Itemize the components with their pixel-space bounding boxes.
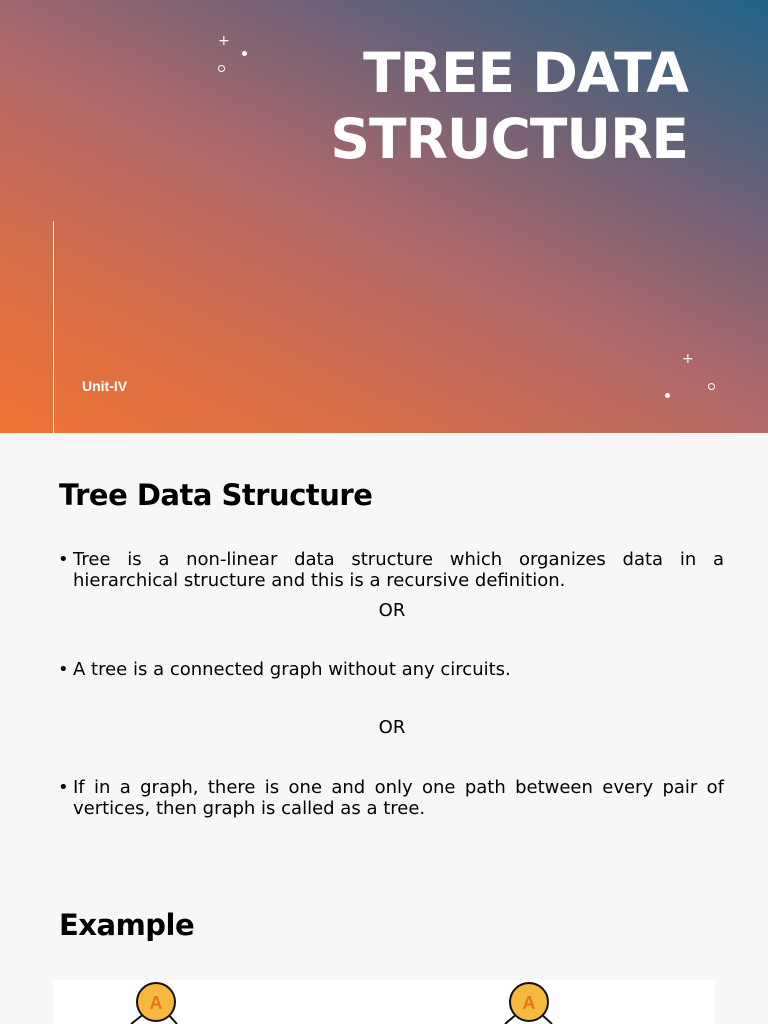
slide-title (330, 40, 688, 172)
slide-title-line-2: STRUCTURE (330, 107, 688, 171)
tree-node-right (505, 983, 552, 1024)
tree-diagram-svg (53, 980, 715, 1024)
bullet-text: A tree is a connected graph without any circuits. (73, 659, 511, 680)
bullet-item (58, 549, 724, 591)
slide-heading: Example (59, 908, 195, 942)
dot-decoration (242, 51, 247, 56)
tree-node-label: A (522, 993, 536, 1013)
slide-subtitle: Unit-IV (82, 378, 128, 394)
bullet-mark: • (58, 659, 69, 680)
bullet-item (58, 777, 724, 819)
definition-slide (0, 433, 768, 865)
bullet-text: Tree is a non-linear data structure which organizes data in a hierarchical structure and this is a recursive definition. (73, 549, 724, 591)
slide-title-line-1: TREE DATA (363, 41, 688, 105)
or-separator: OR (378, 600, 406, 621)
bullet-item (58, 659, 724, 680)
vertical-divider (53, 221, 54, 433)
tree-node-left (131, 983, 177, 1024)
example-slide (0, 866, 768, 1024)
plus-decoration: + (682, 351, 694, 367)
bullet-mark: • (58, 777, 69, 798)
slide-heading: Tree Data Structure (59, 478, 373, 512)
ring-decoration (708, 383, 715, 390)
or-separator: OR (378, 717, 406, 738)
bullet-mark: • (58, 549, 69, 570)
bullet-text: If in a graph, there is one and only one path between every pair of vertices, then graph is called as a tree. (73, 777, 724, 819)
dot-decoration (665, 393, 670, 398)
tree-node-label: A (149, 993, 163, 1013)
title-slide (0, 0, 768, 433)
tree-diagram (53, 980, 715, 1024)
plus-decoration: + (218, 33, 230, 49)
ring-decoration (218, 65, 225, 72)
